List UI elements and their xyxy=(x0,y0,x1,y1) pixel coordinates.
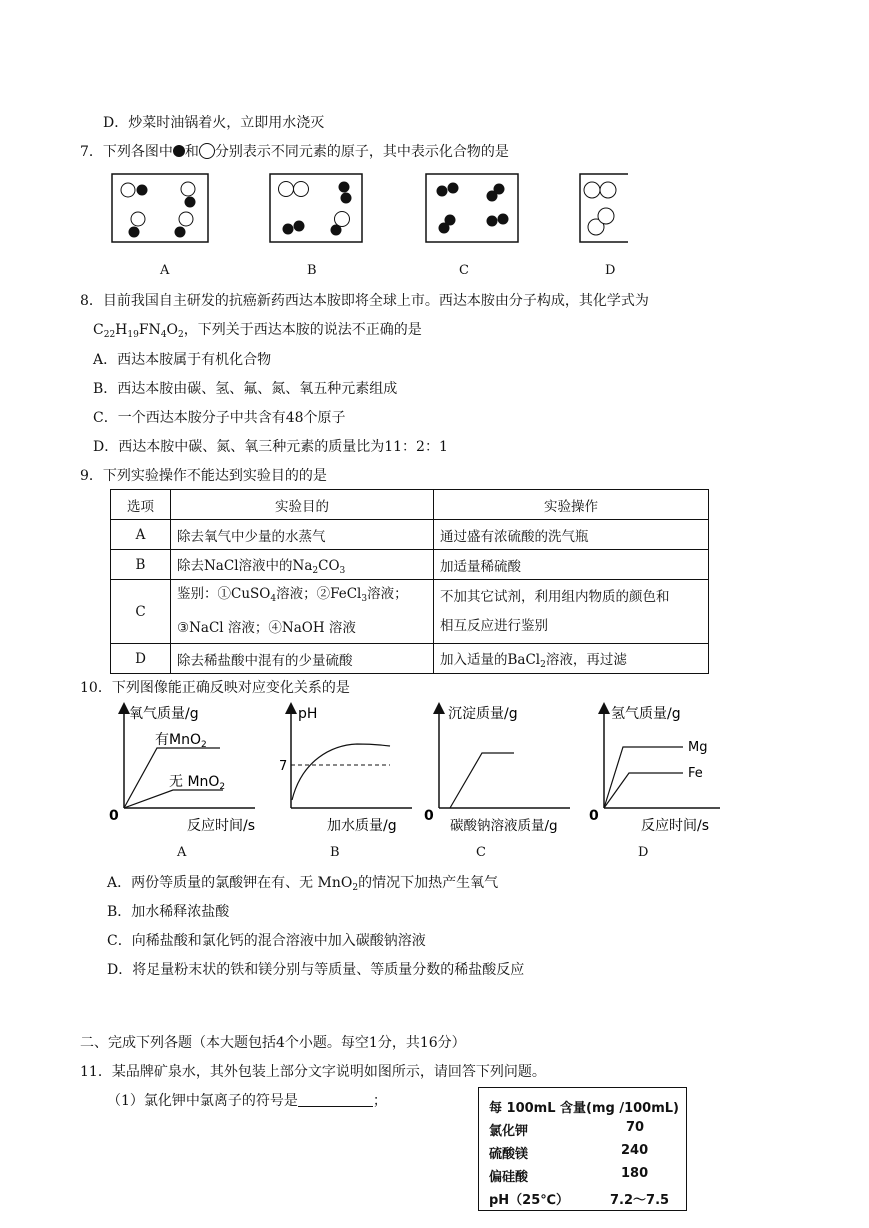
table-row xyxy=(111,520,709,550)
graph-b-tick: 7 xyxy=(279,759,288,774)
table-cell: A xyxy=(111,520,171,550)
table-header-cell: 实验目的 xyxy=(171,490,434,520)
q7-caption-b: B xyxy=(307,263,317,278)
q7-box-b xyxy=(270,174,362,242)
q9-table xyxy=(110,489,709,674)
q10-caption-a: A xyxy=(177,845,187,860)
q8-option-d: D．西达本胺中碳、氮、氧三种元素的质量比为11：2：1 xyxy=(93,439,448,455)
q7-caption-c: C xyxy=(459,263,469,278)
label-row-name: 偏硅酸 xyxy=(489,1170,529,1185)
graph-c-xlabel: 碳酸钠溶液质量/g xyxy=(450,818,558,834)
table-header-row xyxy=(111,490,709,520)
q11-stem: 11．某品牌矿泉水，其外包装上部分文字说明如图所示，请回答下列问题。 xyxy=(80,1064,546,1080)
table-cell: 除去NaCl溶液中的$Na_2CO_3$ xyxy=(171,550,434,580)
q7-caption-a: A xyxy=(160,263,170,278)
q7-stem: 7．下列各图中 和 分别表示不同元素的原子，其中表示化合物的是 xyxy=(80,144,509,160)
graph-b-ylabel: pH xyxy=(298,706,318,722)
table-cell: D xyxy=(111,644,171,674)
q11-part1: （1）氯化钾中氯离子的符号是 ； xyxy=(107,1093,387,1109)
label-row-name: 氯化钾 xyxy=(489,1124,529,1139)
graph-d-origin: 0 xyxy=(589,808,599,824)
q10-graph-c xyxy=(420,700,580,840)
q7-box-c xyxy=(426,174,518,242)
table-cell: C xyxy=(111,580,171,644)
black-atom-icon xyxy=(173,145,185,157)
graph-d-curve1: Mg xyxy=(688,740,708,755)
table-cell: 鉴别：①CuSO$_4$溶液；②FeCl$_3$溶液； ③NaCl 溶液；④NaOH 溶液 xyxy=(171,580,434,644)
white-atom-icon xyxy=(199,143,215,159)
q8-option-c: C．一个西达本胺分子中共含有48个原子 xyxy=(93,410,346,426)
graph-c-ylabel: 沉淀质量/g xyxy=(448,706,518,722)
graph-d-curve2: Fe xyxy=(688,766,703,781)
graph-a-curve2: 无 MnO$_2$ xyxy=(169,774,226,792)
q8-stem: 8．目前我国自主研发的抗癌新药西达本胺即将全球上市。西达本胺由分子构成，其化学式为 xyxy=(80,293,649,309)
table-cell: 通过盛有浓硫酸的洗气瓶 xyxy=(434,520,709,550)
q8-option-b: B．西达本胺由碳、氢、氟、氮、氧五种元素组成 xyxy=(93,381,398,397)
q10-caption-d: D xyxy=(638,845,649,860)
q9-stem: 9．下列实验操作不能达到实验目的的是 xyxy=(80,468,327,484)
label-row-value: 7.2～7.5 xyxy=(610,1193,670,1208)
graph-a-xlabel: 反应时间/s xyxy=(187,818,256,834)
q10-stem: 10．下列图像能正确反映对应变化关系的是 xyxy=(80,680,350,696)
q10-caption-c: C xyxy=(476,845,486,860)
answer-blank[interactable] xyxy=(298,1092,373,1107)
graph-d-ylabel: 氢气质量/g xyxy=(611,706,681,722)
graph-b-xlabel: 加水质量/g xyxy=(327,818,397,834)
q10-option-a: A．两份等质量的氯酸钾在有、无 MnO$_2$的情况下加热产生氧气 xyxy=(107,875,499,893)
q7-box-d xyxy=(580,174,628,242)
table-row xyxy=(111,580,709,644)
table-row xyxy=(111,550,709,580)
mineral-water-label xyxy=(478,1087,687,1211)
table-row xyxy=(111,644,709,674)
q8-option-a: A．西达本胺属于有机化合物 xyxy=(93,352,272,368)
graph-c-origin: 0 xyxy=(424,808,434,824)
q10-option-c: C．向稀盐酸和氯化钙的混合溶液中加入碳酸钠溶液 xyxy=(107,933,426,949)
table-cell: 加入适量的BaCl$_2$溶液，再过滤 xyxy=(434,644,709,674)
label-row-value: 180 xyxy=(621,1166,649,1181)
q10-caption-b: B xyxy=(330,845,340,860)
graph-a-origin: 0 xyxy=(109,808,119,824)
table-cell: 除去氧气中少量的水蒸气 xyxy=(171,520,434,550)
table-cell: B xyxy=(111,550,171,580)
label-header: 每 100mL 含量(mg /100mL) xyxy=(489,1101,679,1116)
q7-box-a xyxy=(112,174,208,242)
q10-option-d: D．将足量粉末状的铁和镁分别与等质量、等质量分数的稀盐酸反应 xyxy=(107,962,525,978)
table-header-cell: 实验操作 xyxy=(434,490,709,520)
q8-formula-line: $C_{22}H_{19}FN_4O_2$，下列关于西达本胺的说法不正确的是 xyxy=(93,322,422,340)
label-row-name: 硫酸镁 xyxy=(489,1147,529,1162)
q7-caption-d: D xyxy=(605,263,616,278)
table-cell: 加适量稀硫酸 xyxy=(434,550,709,580)
q6-option-d: D．炒菜时油锅着火，立即用水浇灭 xyxy=(103,115,325,131)
q10-option-b: B．加水稀释浓盐酸 xyxy=(107,904,230,920)
q10-graph-d xyxy=(585,700,735,840)
label-row-name: pH（25℃） xyxy=(489,1193,570,1208)
label-row-value: 70 xyxy=(626,1120,645,1135)
label-row-value: 240 xyxy=(621,1143,649,1158)
table-header-cell: 选项 xyxy=(111,490,171,520)
graph-d-xlabel: 反应时间/s xyxy=(641,818,710,834)
q10-graph-b xyxy=(272,700,422,840)
table-cell: 不加其它试剂，利用组内物质的颜色和 相互反应进行鉴别 xyxy=(434,580,709,644)
graph-a-ylabel: 氧气质量/g xyxy=(129,706,199,722)
q8-formula: $C_{22}H_{19}FN_4O_2$ xyxy=(93,322,184,340)
graph-a-curve1: 有MnO$_2$ xyxy=(155,732,207,750)
table-cell: 除去稀盐酸中混有的少量硫酸 xyxy=(171,644,434,674)
section2-title: 二、完成下列各题（本大题包括4个小题。每空1分，共16分） xyxy=(80,1035,466,1051)
q10-graph-a xyxy=(105,700,265,840)
q7-molecule-diagrams xyxy=(108,172,628,247)
